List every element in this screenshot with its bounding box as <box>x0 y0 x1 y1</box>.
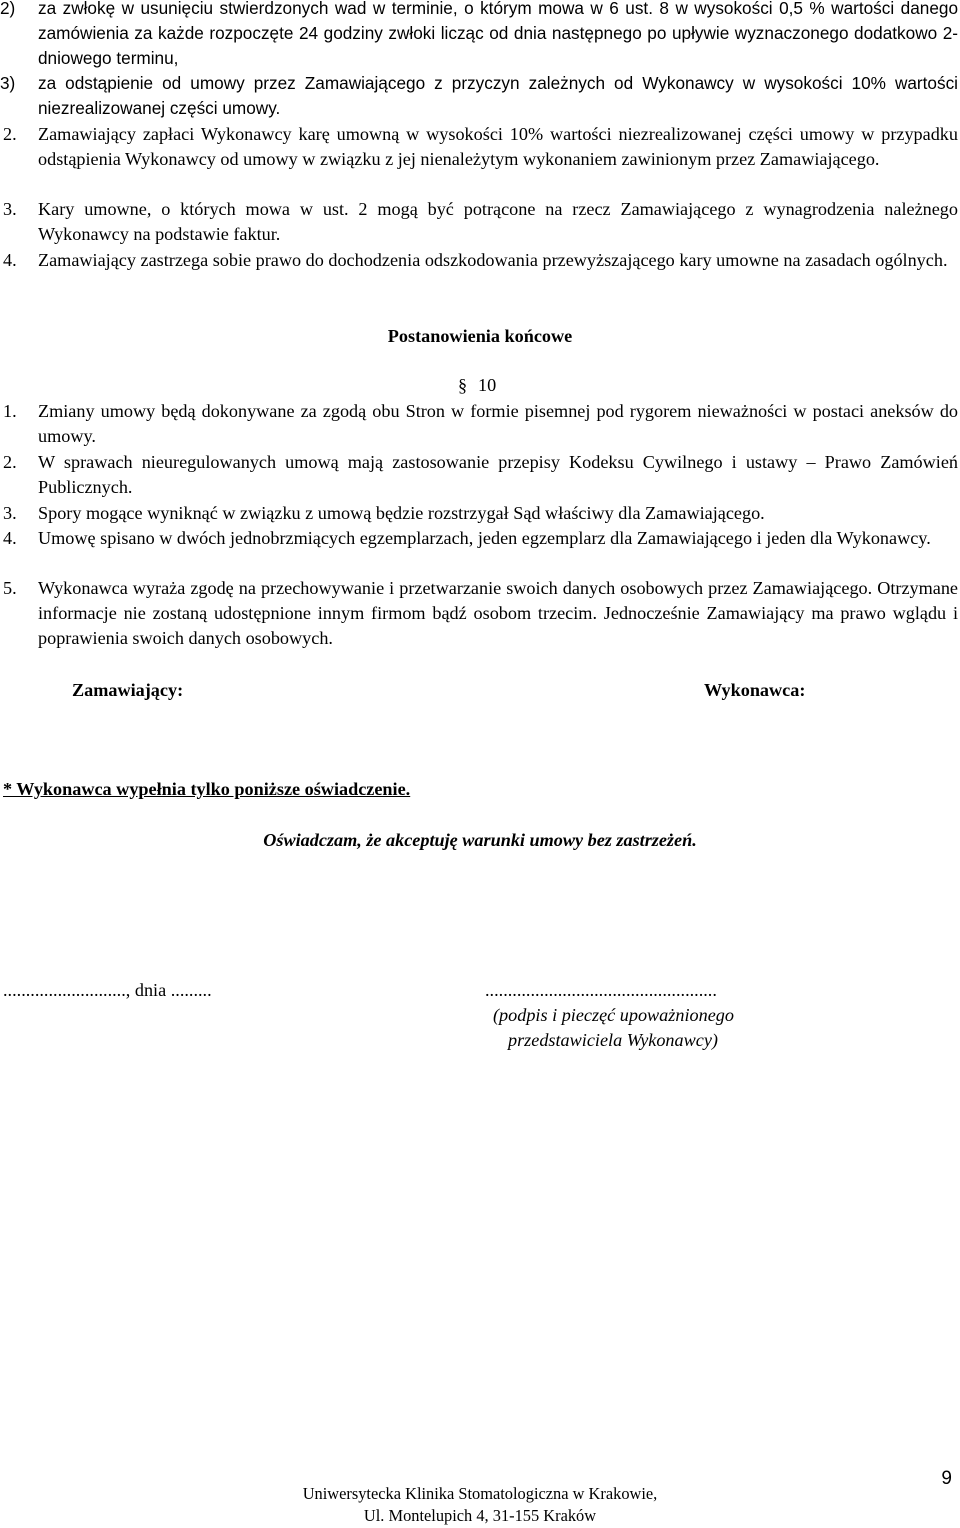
signature-label-contractor: Wykonawca: <box>704 680 806 700</box>
point-text: Spory mogące wyniknąć w związku z umową będzie rozstrzygał Sąd właściwy dla Zamawiającego. <box>38 503 765 523</box>
point-marker: 2. <box>3 452 17 472</box>
point-text: Umowę spisano w dwóch jednobrzmiących egzemplarzach, jeden egzemplarz dla Zamawiającego i jeden dla Wykonawcy. <box>38 528 931 548</box>
footer-line2: Ul. Montelupich 4, 31-155 Kraków <box>363 1506 597 1525</box>
declaration-note: * Wykonawca wypełnia tylko poniższe oświadczenie. <box>3 779 411 799</box>
section-number: 10 <box>478 375 497 395</box>
point-text: W sprawach nieuregulowanych umową mają zastosowanie przepisy Kodeksu Cywilnego i ustawy – Prawo Zamówień Publicznych. <box>38 452 958 497</box>
heading-text: Postanowienia końcowe <box>387 326 573 346</box>
point-marker: 4. <box>3 250 17 270</box>
signature-dots: ................................................... <box>485 980 717 1000</box>
signature-caption-line1: (podpis i pieczęć upoważnionego <box>493 1005 734 1025</box>
point-marker: 4. <box>3 528 17 548</box>
declaration-statement <box>0 828 960 854</box>
point-marker: 2. <box>3 124 17 144</box>
point-marker: 3. <box>3 199 17 219</box>
point-marker: 1. <box>3 401 17 421</box>
footer-line1: Uniwersytecka Klinika Stomatologiczna w Krakowie, <box>302 1484 658 1503</box>
statement-text: Oświadczam, że akceptuję warunki umowy bez zastrzeżeń. <box>263 830 697 850</box>
point-text: Zamawiający zapłaci Wykonawcy karę umowną w wysokości 10% wartości niezrealizowanej części umowy w przypadku odstąpienia Wykonawcy od umowy w związku z jej nienależytym wykonaniem zawinionym przez Zamawiającego. <box>38 124 958 169</box>
point-text: Wykonawca wyraża zgodę na przechowywanie i przetwarzanie swoich danych osobowych przez Zamawiającego. Otrzymane informacje nie zostaną udostępnione innym firmom bądź osobom trzecim. Jednocześnie Zamawiający ma prawo wglądu i poprawienia swoich danych osobowych. <box>38 578 958 648</box>
signature-caption-line2: przedstawiciela Wykonawcy) <box>508 1030 718 1050</box>
point-text: Kary umowne, o których mowa w ust. 2 mogą być potrącone na rzecz Zamawiającego z wynagrodzenia należnego Wykonawcy na podstawie faktur. <box>38 199 958 244</box>
signature-label-ordering-party: Zamawiający: <box>72 680 184 700</box>
place-date-line: ..........................., dnia ......... <box>3 980 212 1000</box>
point-marker: 3. <box>3 503 17 523</box>
page-number: 9 <box>941 1468 952 1489</box>
final-provisions-heading <box>0 324 960 350</box>
list-marker: 3) <box>0 73 16 93</box>
point-marker: 5. <box>3 578 17 598</box>
point-text: Zmiany umowy będą dokonywane za zgodą obu Stron w formie pisemnej pod rygorem nieważności w postaci aneksów do umowy. <box>38 401 958 446</box>
list-item-text: za odstąpienie od umowy przez Zamawiającego z przyczyn zależnych od Wykonawcy w wysokości 10% wartości niezrealizowanej części umowy. <box>38 73 958 118</box>
list-item-text: za zwłokę w usunięciu stwierdzonych wad w terminie, o którym mowa w 6 ust. 8 w wysokości 0,5 % wartości danego zamówienia za każde rozpoczęte 24 godziny zwłoki licząc od dnia następnego po upływie wyznaczonego dodatkowo 2- dniowego terminu, <box>38 0 958 68</box>
list-marker: 2) <box>0 0 16 18</box>
point-text: Zamawiający zastrzega sobie prawo do dochodzenia odszkodowania przewyższającego kary umowne na zasadach ogólnych. <box>38 250 948 270</box>
section-sign: § <box>458 375 468 395</box>
